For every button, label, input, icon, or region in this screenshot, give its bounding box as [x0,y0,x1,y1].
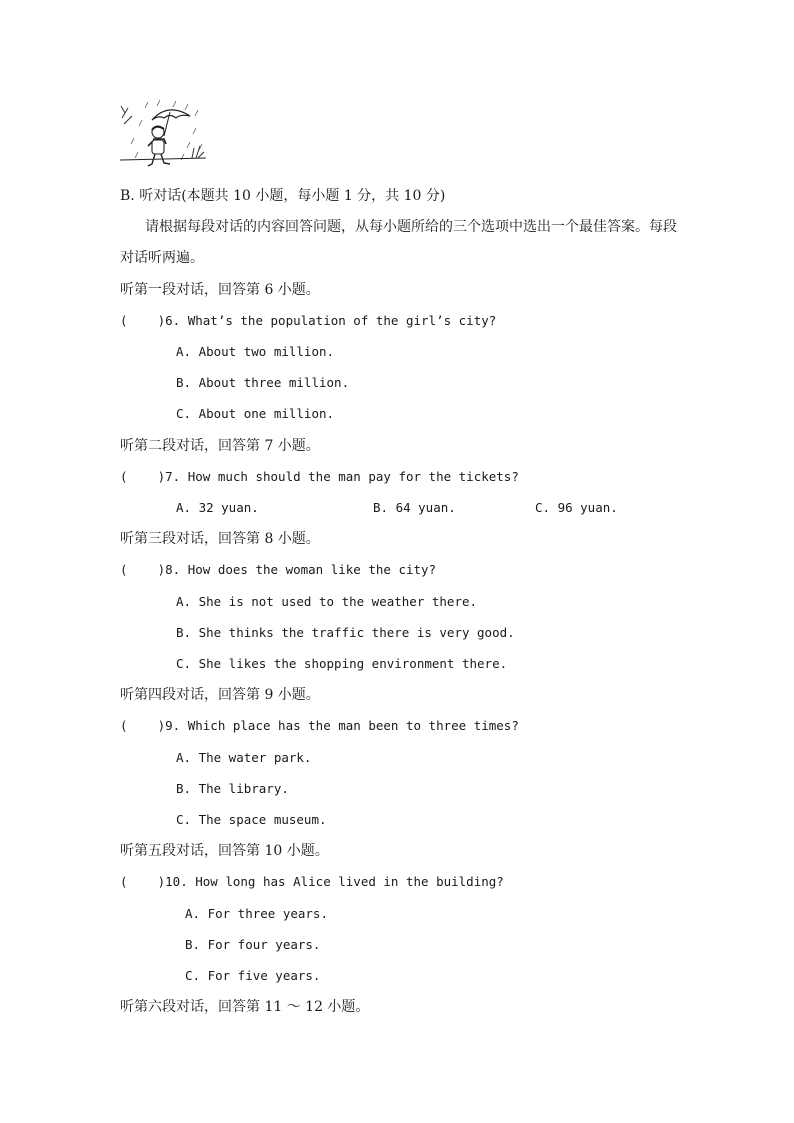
dialog-1-intro: 听第一段对话，回答第 6 小题。 [120,282,320,298]
section-b-header: B. 听对话(本题共 10 小题，每小题 1 分，共 10 分) [120,188,446,204]
dialog-5-intro: 听第五段对话，回答第 10 小题。 [120,843,329,859]
question-10-option-c: C. For five years. [185,968,321,983]
question-9: ( )9. Which place has the man been to three times? [120,718,519,733]
question-6-option-c: C. About one million. [176,406,335,421]
question-6: ( )6. What’s the population of the girl’s city? [120,313,497,328]
instruction-line-1: 请根据每段对话的内容回答问题，从每小题所给的三个选项中选出一个最佳答案。每段 [145,219,677,235]
question-8-option-c: C. She likes the shopping environment there. [176,656,508,671]
dialog-6-intro: 听第六段对话，回答第 11 ～ 12 小题。 [120,999,370,1015]
question-8: ( )8. How does the woman like the city? [120,562,437,577]
question-10-option-b: B. For four years. [185,937,321,952]
instruction-line-2: 对话听两遍。 [120,250,204,266]
question-7-option-b: B. 64 yuan. [373,500,456,515]
dialog-3-intro: 听第三段对话，回答第 8 小题。 [120,531,320,547]
question-9-option-a: A. The water park. [176,750,312,765]
rainy-walk-illustration [118,98,208,176]
question-6-option-a: A. About two million. [176,344,335,359]
question-8-option-a: A. She is not used to the weather there. [176,594,478,609]
question-6-option-b: B. About three million. [176,375,350,390]
question-10-option-a: A. For three years. [185,906,328,921]
question-10: ( )10. How long has Alice lived in the building? [120,874,504,889]
dialog-2-intro: 听第二段对话，回答第 7 小题。 [120,438,320,454]
question-8-option-b: B. She thinks the traffic there is very good. [176,625,515,640]
question-9-option-b: B. The library. [176,781,289,796]
question-7-option-c: C. 96 yuan. [535,500,618,515]
dialog-4-intro: 听第四段对话，回答第 9 小题。 [120,687,320,703]
question-9-option-c: C. The space museum. [176,812,327,827]
question-7: ( )7. How much should the man pay for the tickets? [120,469,519,484]
question-7-option-a: A. 32 yuan. [176,500,259,515]
